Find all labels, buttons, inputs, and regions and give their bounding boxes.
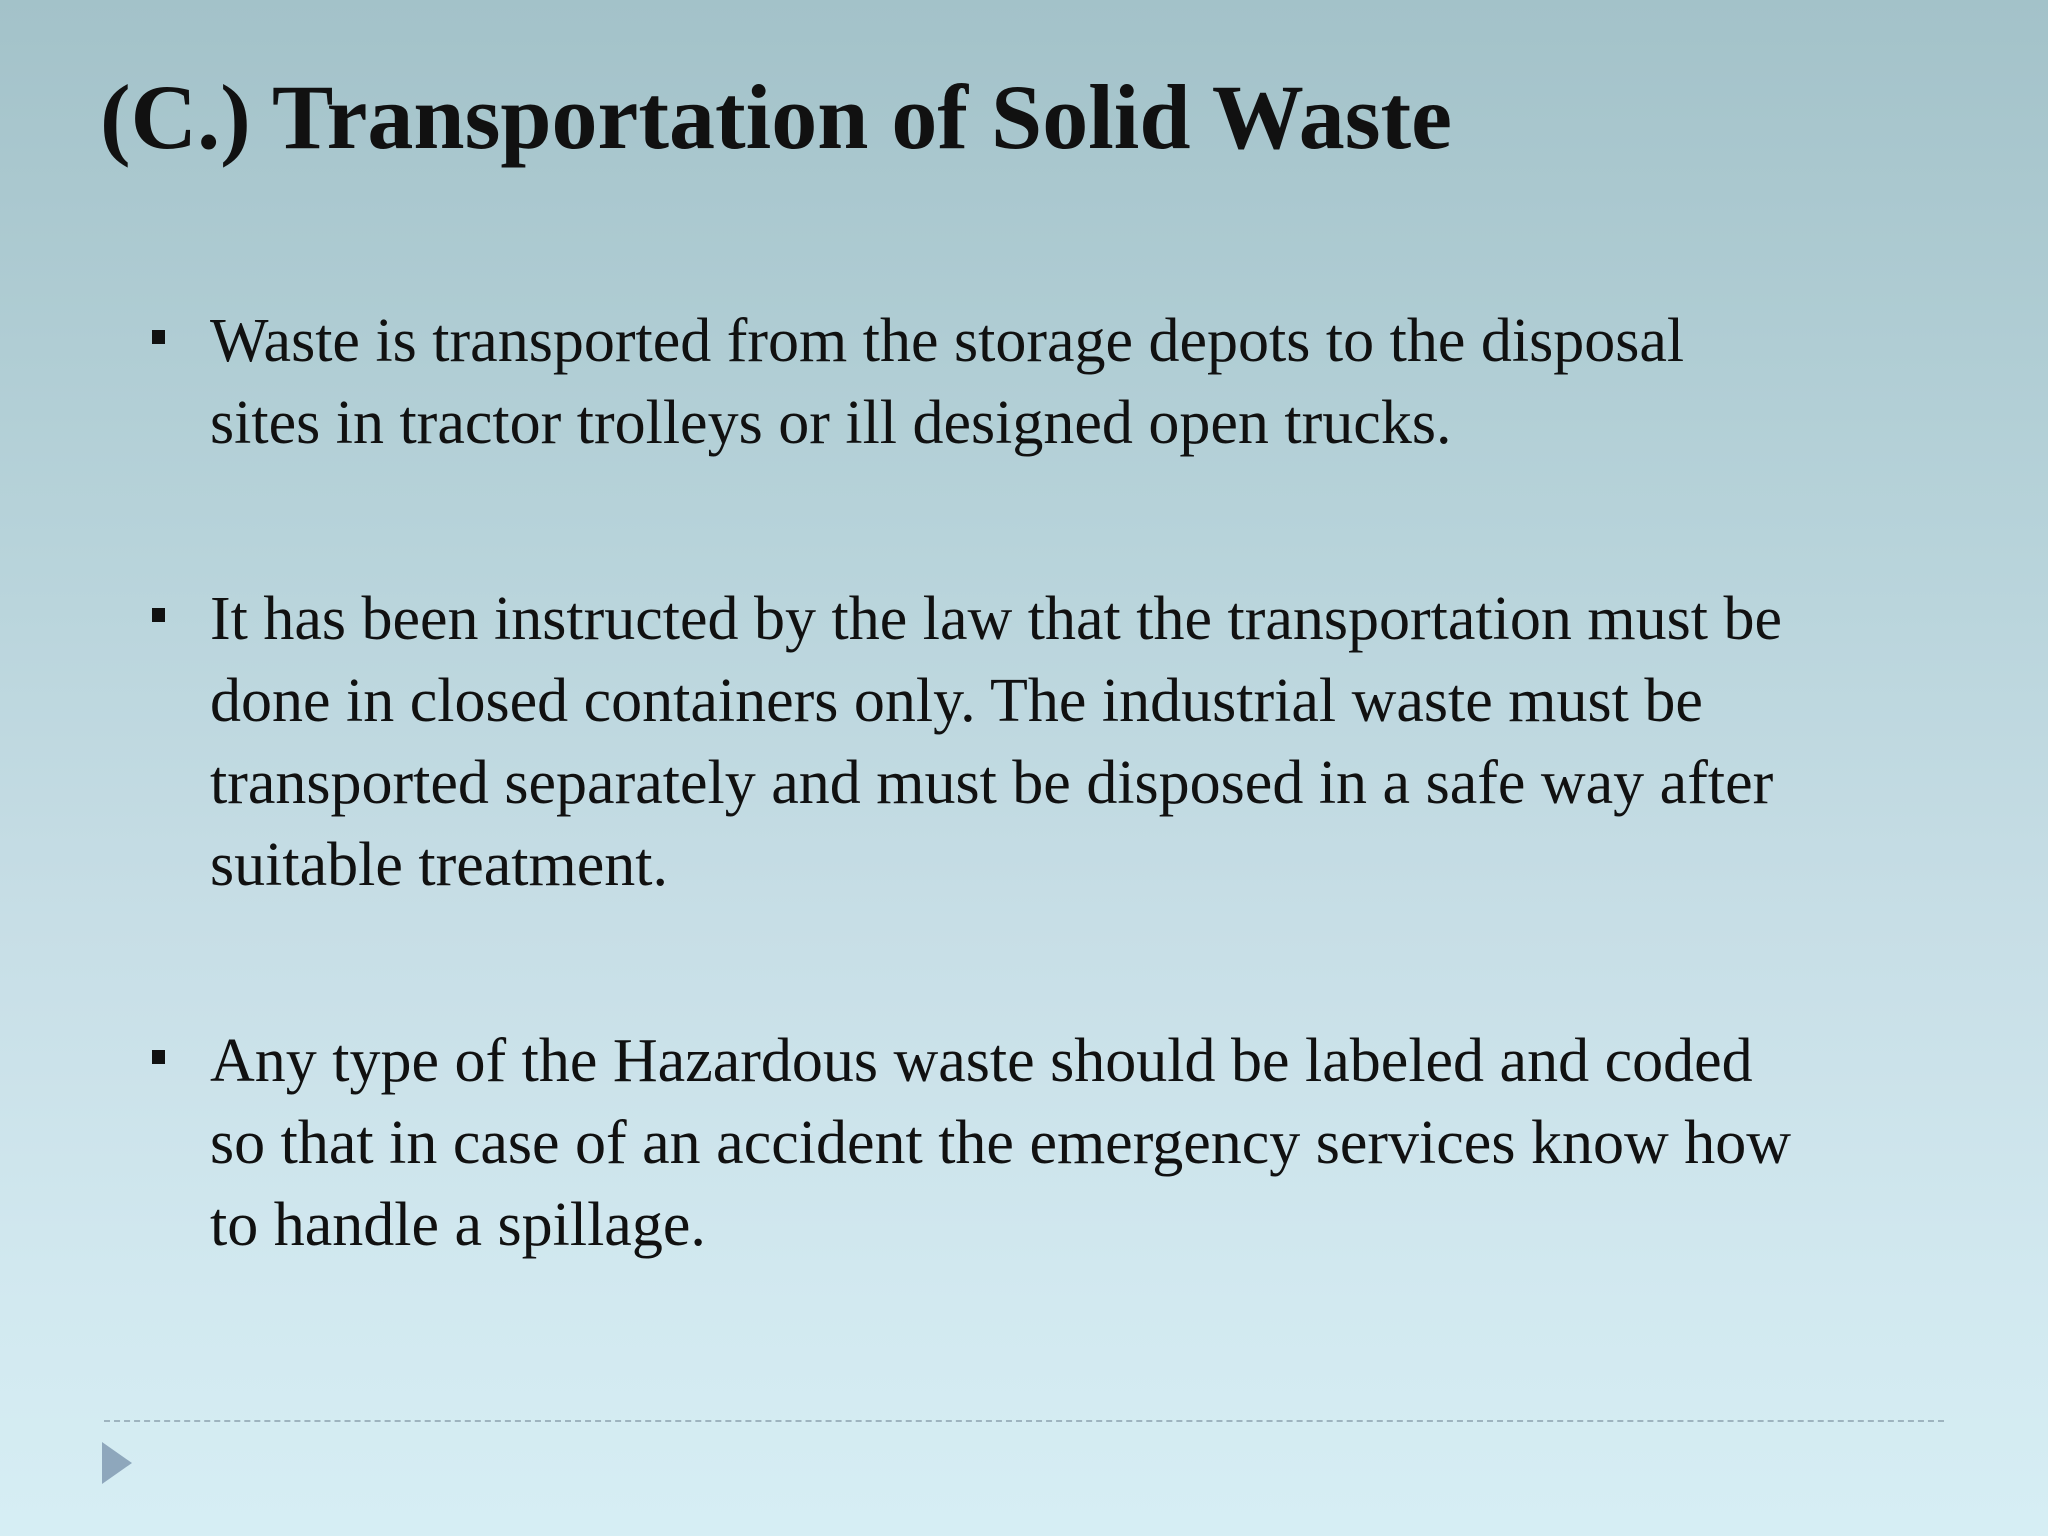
bullet-item [152, 578, 1972, 906]
bullet-list [152, 300, 1972, 1380]
square-bullet-icon [152, 330, 165, 344]
bullet-text-line: suitable treatment. [210, 831, 668, 899]
bullet-item [152, 1020, 1972, 1266]
bullet-text-line: sites in tractor trolleys or ill designed open trucks. [210, 389, 1452, 457]
footer-divider [104, 1420, 1944, 1422]
bullet-item [152, 300, 1972, 464]
bullet-text-line: transported separately and must be disposed in a safe way after [210, 749, 1774, 817]
bullet-text-line: Any type of the Hazardous waste should be labeled and coded [210, 1027, 1753, 1095]
bullet-text-line: done in closed containers only. The industrial waste must be [210, 667, 1703, 735]
bullet-text-line: to handle a spillage. [210, 1191, 706, 1259]
play-triangle-icon[interactable] [102, 1442, 132, 1484]
bullet-text-line: so that in case of an accident the emergency services know how [210, 1109, 1791, 1177]
square-bullet-icon [152, 1050, 165, 1064]
bullet-text-line: It has been instructed by the law that the transportation must be [210, 585, 1782, 653]
square-bullet-icon [152, 608, 165, 622]
slide-title: (C.) Transportation of Solid Waste [100, 66, 1453, 168]
bullet-text-line: Waste is transported from the storage depots to the disposal [210, 307, 1685, 375]
